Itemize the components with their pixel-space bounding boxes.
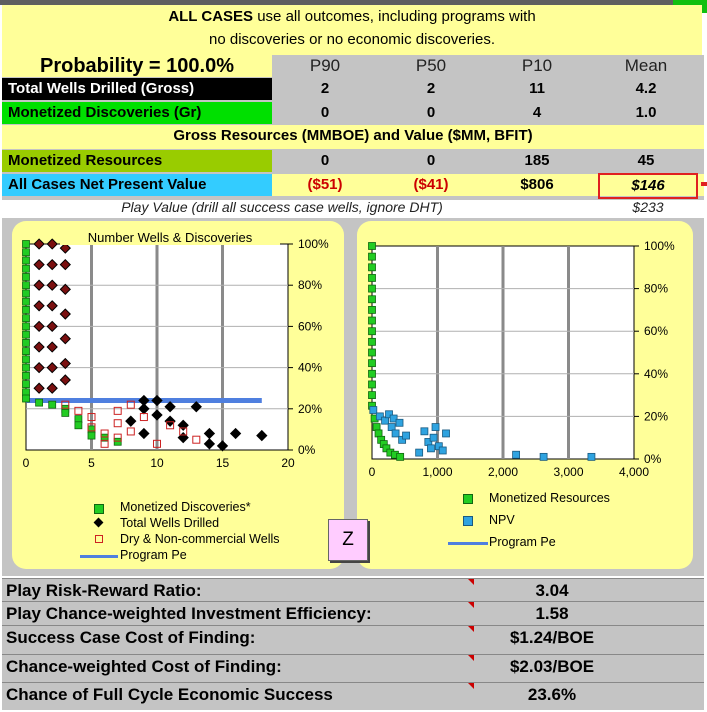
x-tick-label: 1,000 bbox=[422, 465, 453, 479]
y-tick-label: 80% bbox=[298, 278, 323, 293]
y-tick-label: 80% bbox=[644, 281, 669, 296]
data-point-monetized bbox=[369, 296, 376, 303]
resources-p90: 0 bbox=[320, 152, 330, 169]
data-point-monetized bbox=[369, 328, 376, 335]
summary-label-investment-efficiency: Play Chance-weighted Investment Efficiency: bbox=[6, 604, 372, 623]
y-tick-label: 100% bbox=[644, 239, 675, 253]
data-point-monetized bbox=[375, 430, 382, 437]
data-point-monetized bbox=[369, 253, 376, 260]
total-wells-p10: 11 bbox=[529, 80, 545, 97]
y-tick-label: 60% bbox=[644, 324, 669, 339]
discoveries-p50: 0 bbox=[426, 104, 436, 121]
summary-row bbox=[2, 625, 704, 652]
x-tick-label: 0 bbox=[22, 456, 30, 470]
data-point-npv bbox=[540, 453, 547, 460]
data-point-npv bbox=[588, 453, 595, 460]
legend-program-pe-right: Program Pe bbox=[489, 535, 556, 549]
y-tick-label: 0% bbox=[298, 443, 316, 457]
y-tick-label: 20% bbox=[644, 409, 669, 424]
probability-label: Probability = 100.0% bbox=[40, 55, 234, 77]
x-tick-label: 10 bbox=[150, 456, 164, 470]
npv-p90: ($51) bbox=[307, 176, 343, 193]
data-point-npv bbox=[382, 417, 389, 424]
summary-value-risk-reward: 3.04 bbox=[535, 581, 569, 600]
row-label-monetized-resources: Monetized Resources bbox=[2, 150, 272, 172]
data-point-monetized bbox=[397, 453, 404, 460]
data-point-npv bbox=[432, 424, 439, 431]
row-label-npv: All Cases Net Present Value bbox=[2, 174, 272, 196]
legend-line-program-pe-right bbox=[448, 542, 488, 545]
play-value-label: Play Value (drill all success case wells, ignore DHT) bbox=[121, 199, 443, 215]
summary-value-chance-success: 23.6% bbox=[527, 685, 577, 704]
y-tick-label: 40% bbox=[644, 366, 669, 381]
data-point-npv bbox=[416, 449, 423, 456]
summary-label-chance-success: Chance of Full Cycle Economic Success bbox=[6, 685, 333, 704]
y-tick-label: 0% bbox=[644, 452, 662, 466]
legend-marker-green-square-right bbox=[463, 494, 473, 504]
data-point-monetized bbox=[369, 338, 376, 345]
summary-table bbox=[2, 578, 704, 710]
data-point-npv bbox=[427, 445, 434, 452]
discoveries-mean: 1.0 bbox=[635, 104, 657, 121]
legend-dry-wells: Dry & Non-commercial Wells bbox=[120, 532, 280, 546]
data-point-monetized bbox=[369, 381, 376, 388]
data-point-monetized bbox=[369, 317, 376, 324]
data-point-npv bbox=[443, 430, 450, 437]
col-mean: Mean bbox=[624, 56, 668, 75]
col-p10: P10 bbox=[521, 56, 553, 75]
legend-monetized-resources: Monetized Resources bbox=[489, 491, 610, 505]
npv-mean[interactable]: $146 bbox=[598, 173, 698, 199]
col-p50: P50 bbox=[415, 56, 447, 75]
data-point-monetized bbox=[369, 370, 376, 377]
data-point-npv bbox=[396, 419, 403, 426]
header-line-1: ALL CASES use all outcomes, including programs with bbox=[168, 8, 536, 25]
x-tick-label: 4,000 bbox=[618, 465, 650, 479]
left-chart-title: Number Wells & Discoveries bbox=[60, 230, 280, 245]
data-point-monetized bbox=[369, 306, 376, 313]
total-wells-mean: 4.2 bbox=[635, 80, 657, 97]
resources-p10: 185 bbox=[524, 152, 550, 169]
legend-line-program-pe bbox=[80, 555, 118, 558]
summary-row bbox=[2, 682, 704, 711]
data-point-monetized bbox=[369, 285, 376, 292]
legend-marker-blue-square bbox=[463, 516, 473, 526]
resources-p50: 0 bbox=[426, 152, 436, 169]
data-point-monetized bbox=[369, 243, 376, 250]
summary-value-investment-efficiency: 1.58 bbox=[535, 604, 569, 623]
total-wells-p50: 2 bbox=[426, 80, 436, 97]
summary-label-success-cost: Success Case Cost of Finding: bbox=[6, 628, 256, 647]
y-tick-label: 100% bbox=[298, 237, 329, 251]
col-p90: P90 bbox=[309, 56, 341, 75]
legend-program-pe: Program Pe bbox=[120, 548, 187, 562]
x-tick-label: 2,000 bbox=[487, 465, 519, 479]
play-value: $233 bbox=[632, 199, 664, 215]
data-point-monetized bbox=[373, 424, 380, 431]
data-point-npv bbox=[421, 428, 428, 435]
data-point-monetized bbox=[369, 274, 376, 281]
data-point-monetized bbox=[369, 392, 376, 399]
y-tick-label: 20% bbox=[298, 401, 323, 416]
data-point-monetized bbox=[369, 264, 376, 271]
data-point-npv bbox=[403, 432, 410, 439]
discoveries-p10: 4 bbox=[532, 104, 542, 121]
data-point-monetized bbox=[369, 349, 376, 356]
summary-value-chance-weighted-cost: $2.03/BOE bbox=[509, 657, 595, 676]
y-tick-label: 60% bbox=[298, 319, 323, 334]
total-wells-p90: 2 bbox=[320, 80, 330, 97]
data-point-npv bbox=[439, 447, 446, 454]
header-line-2: no discoveries or no economic discoveries. bbox=[209, 31, 495, 48]
summary-label-risk-reward: Play Risk-Reward Ratio: bbox=[6, 581, 202, 600]
resources-mean: 45 bbox=[637, 152, 655, 169]
data-point-npv bbox=[388, 424, 395, 431]
row-label-monetized-discoveries: Monetized Discoveries (Gr) bbox=[2, 102, 272, 124]
legend-monetized-discoveries: Monetized Discoveries* bbox=[120, 500, 251, 514]
summary-row bbox=[2, 654, 704, 681]
legend-marker-hollow-square bbox=[95, 535, 103, 543]
x-tick-label: 3,000 bbox=[553, 465, 584, 479]
data-point-npv bbox=[392, 430, 399, 437]
data-point-npv bbox=[513, 451, 520, 458]
x-tick-label: 15 bbox=[215, 456, 230, 470]
summary-row bbox=[2, 601, 704, 628]
summary-label-chance-weighted-cost: Chance-weighted Cost of Finding: bbox=[6, 657, 282, 676]
y-tick-label: 40% bbox=[298, 360, 323, 375]
npv-p50: ($41) bbox=[413, 176, 449, 193]
data-point-npv bbox=[370, 407, 377, 414]
x-tick-label: 0 bbox=[368, 465, 376, 479]
legend-total-wells: Total Wells Drilled bbox=[120, 516, 220, 530]
npv-p10: $806 bbox=[520, 176, 554, 193]
x-tick-label: 5 bbox=[88, 456, 95, 470]
legend-npv: NPV bbox=[489, 513, 515, 527]
legend-marker-green-square bbox=[94, 504, 104, 514]
data-point-npv bbox=[430, 434, 437, 441]
z-button[interactable]: Z bbox=[328, 519, 368, 561]
data-point-monetized bbox=[369, 360, 376, 367]
section-title: Gross Resources (MMBOE) and Value ($MM, BFIT) bbox=[173, 127, 533, 144]
row-label-total-wells: Total Wells Drilled (Gross) bbox=[2, 78, 272, 100]
discoveries-p90: 0 bbox=[320, 104, 330, 121]
summary-value-success-cost: $1.24/BOE bbox=[509, 628, 595, 647]
x-tick-label: 20 bbox=[281, 456, 295, 470]
